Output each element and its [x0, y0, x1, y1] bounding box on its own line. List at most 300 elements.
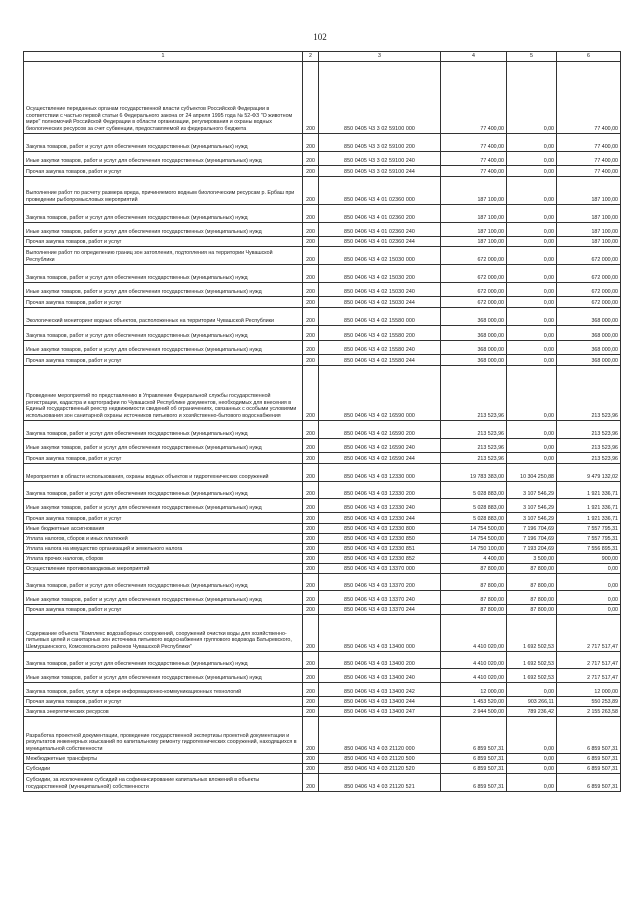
line-code-cell: 200 [303, 341, 319, 355]
table-row [24, 205, 621, 223]
approved-amount-cell: 672 000,00 [441, 247, 507, 265]
line-code-cell: 200 [303, 355, 319, 366]
line-code-cell: 200 [303, 574, 319, 591]
table-row [24, 341, 621, 355]
approved-amount-cell: 77 400,00 [441, 134, 507, 152]
line-code-cell: 200 [303, 223, 319, 237]
table-row [24, 152, 621, 166]
approved-amount-cell: 19 783 383,00 [441, 464, 507, 482]
approved-amount-cell: 213 523,96 [441, 421, 507, 439]
line-code-cell: 200 [303, 464, 319, 482]
approved-amount-cell: 368 000,00 [441, 308, 507, 326]
line-code-cell: 200 [303, 265, 319, 283]
approved-amount-cell: 4 410 020,00 [441, 615, 507, 652]
table-body [24, 62, 621, 792]
remaining-amount-cell: 7 557 795,31 [557, 534, 621, 544]
executed-amount-cell: 0,00 [507, 205, 557, 223]
remaining-amount-cell: 0,00 [557, 591, 621, 605]
line-code-cell: 200 [303, 764, 319, 774]
budget-classification-code-cell: 850 0406 Ч3 4 03 21120 520 [319, 764, 441, 774]
executed-amount-cell: 7 196 704,69 [507, 534, 557, 544]
executed-amount-cell: 0,00 [507, 247, 557, 265]
remaining-amount-cell: 7 556 895,31 [557, 544, 621, 554]
expense-name-cell: Субсидии [24, 764, 303, 774]
approved-amount-cell: 4 400,00 [441, 554, 507, 564]
line-code-cell: 200 [303, 283, 319, 297]
line-code-cell: 200 [303, 237, 319, 247]
table-row [24, 717, 621, 754]
expense-name-cell: Закупка товаров, работ и услуг для обеспечения государственных (муниципальных) нужд [24, 326, 303, 341]
line-code-cell: 200 [303, 669, 319, 683]
executed-amount-cell: 0,00 [507, 237, 557, 247]
remaining-amount-cell: 368 000,00 [557, 326, 621, 341]
expense-name-cell: Мероприятия в области использования, охраны водных объектов и гидротехнических сооружений [24, 464, 303, 482]
table-row [24, 591, 621, 605]
expense-name-cell: Осуществление противопаводковых мероприятий [24, 564, 303, 574]
line-code-cell: 200 [303, 308, 319, 326]
approved-amount-cell: 5 028 883,00 [441, 499, 507, 513]
remaining-amount-cell: 1 921 336,71 [557, 499, 621, 513]
approved-amount-cell: 6 859 507,31 [441, 764, 507, 774]
budget-table [23, 51, 621, 792]
remaining-amount-cell: 213 523,96 [557, 453, 621, 464]
remaining-amount-cell: 187 100,00 [557, 237, 621, 247]
executed-amount-cell: 0,00 [507, 308, 557, 326]
budget-classification-code-cell: 850 0406 Ч3 4 02 15030 200 [319, 265, 441, 283]
expense-name-cell: Содержание объекта "Комплекс водозаборных сооружений, сооружений очистки воды для хозяйственно-питьевых целей и санитарных зон источника питьевого водоснабжения группового водовода Батыревского, Шемуршинского, Комсомольского районов Чувашской Республики" [24, 615, 303, 652]
expense-name-cell: Выполнение работ по определению границ зон затопления, подтопления на территории Чувашской Республики [24, 247, 303, 265]
expense-name-cell: Прочая закупка товаров, работ и услуг [24, 697, 303, 707]
executed-amount-cell: 3 107 546,29 [507, 499, 557, 513]
approved-amount-cell: 87 800,00 [441, 574, 507, 591]
executed-amount-cell: 0,00 [507, 683, 557, 697]
executed-amount-cell: 3 107 546,29 [507, 482, 557, 499]
expense-name-cell: Иные закупки товаров, работ и услуг для обеспечения государственных (муниципальных) нужд [24, 499, 303, 513]
table-row [24, 697, 621, 707]
remaining-amount-cell: 672 000,00 [557, 283, 621, 297]
table-row [24, 707, 621, 717]
budget-classification-code-cell: 850 0406 Ч3 4 02 16590 244 [319, 453, 441, 464]
budget-classification-code-cell: 850 0406 Ч3 4 01 02360 000 [319, 177, 441, 205]
executed-amount-cell: 0,00 [507, 366, 557, 421]
approved-amount-cell: 4 410 020,00 [441, 652, 507, 669]
line-code-cell: 200 [303, 62, 319, 134]
budget-classification-code-cell: 850 0405 Ч3 3 02 59100 240 [319, 152, 441, 166]
column-header: 6 [557, 52, 621, 62]
budget-classification-code-cell: 850 0406 Ч3 4 03 12330 800 [319, 524, 441, 534]
table-row [24, 482, 621, 499]
line-code-cell: 200 [303, 177, 319, 205]
approved-amount-cell: 187 100,00 [441, 237, 507, 247]
line-code-cell: 200 [303, 717, 319, 754]
line-code-cell: 200 [303, 754, 319, 764]
table-row [24, 669, 621, 683]
table-row [24, 564, 621, 574]
table-row [24, 62, 621, 134]
line-code-cell: 200 [303, 534, 319, 544]
expense-name-cell: Прочая закупка товаров, работ и услуг [24, 513, 303, 524]
executed-amount-cell: 0,00 [507, 62, 557, 134]
remaining-amount-cell: 77 400,00 [557, 152, 621, 166]
table-row [24, 439, 621, 453]
remaining-amount-cell: 900,00 [557, 554, 621, 564]
table-row [24, 326, 621, 341]
remaining-amount-cell: 9 479 132,02 [557, 464, 621, 482]
budget-classification-code-cell: 850 0406 Ч3 4 02 15030 244 [319, 297, 441, 308]
line-code-cell: 200 [303, 554, 319, 564]
budget-classification-code-cell: 850 0406 Ч3 4 02 15030 000 [319, 247, 441, 265]
executed-amount-cell: 87 800,00 [507, 591, 557, 605]
budget-classification-code-cell: 850 0406 Ч3 4 03 13400 000 [319, 615, 441, 652]
budget-classification-code-cell: 850 0406 Ч3 4 02 15580 200 [319, 326, 441, 341]
budget-classification-code-cell: 850 0406 Ч3 4 03 13370 000 [319, 564, 441, 574]
executed-amount-cell: 1 692 502,53 [507, 652, 557, 669]
table-row [24, 177, 621, 205]
column-header: 3 [319, 52, 441, 62]
approved-amount-cell: 2 944 500,00 [441, 707, 507, 717]
executed-amount-cell: 0,00 [507, 166, 557, 177]
budget-classification-code-cell: 850 0405 Ч3 3 02 59100 244 [319, 166, 441, 177]
column-header: 2 [303, 52, 319, 62]
executed-amount-cell: 0,00 [507, 764, 557, 774]
remaining-amount-cell: 77 400,00 [557, 62, 621, 134]
expense-name-cell: Субсидии, за исключением субсидий на софинансирование капитальных вложений в объекты государственной (муниципальной) собственности [24, 774, 303, 792]
expense-name-cell: Прочая закупка товаров, работ и услуг [24, 453, 303, 464]
executed-amount-cell: 3 500,00 [507, 554, 557, 564]
budget-classification-code-cell: 850 0406 Ч3 4 03 13400 244 [319, 697, 441, 707]
executed-amount-cell: 0,00 [507, 421, 557, 439]
line-code-cell: 200 [303, 615, 319, 652]
remaining-amount-cell: 1 921 336,71 [557, 482, 621, 499]
budget-classification-code-cell: 850 0405 Ч3 3 02 59100 200 [319, 134, 441, 152]
remaining-amount-cell: 550 253,89 [557, 697, 621, 707]
remaining-amount-cell: 12 000,00 [557, 683, 621, 697]
remaining-amount-cell: 6 859 507,31 [557, 754, 621, 764]
line-code-cell: 200 [303, 591, 319, 605]
remaining-amount-cell: 2 717 517,47 [557, 615, 621, 652]
remaining-amount-cell: 0,00 [557, 605, 621, 615]
expense-name-cell: Прочая закупка товаров, работ и услуг [24, 355, 303, 366]
approved-amount-cell: 6 859 507,31 [441, 717, 507, 754]
remaining-amount-cell: 0,00 [557, 564, 621, 574]
executed-amount-cell: 0,00 [507, 134, 557, 152]
expense-name-cell: Разработка проектной документации, проведение государственной экспертизы проектной документации и результатов инженерных изысканий по капитальному ремонту гидротехнических сооружений, находящихся в муниципальной собственности [24, 717, 303, 754]
executed-amount-cell: 0,00 [507, 355, 557, 366]
table-row [24, 499, 621, 513]
budget-classification-code-cell: 850 0406 Ч3 4 03 13370 240 [319, 591, 441, 605]
approved-amount-cell: 187 100,00 [441, 223, 507, 237]
executed-amount-cell: 10 304 250,88 [507, 464, 557, 482]
expense-name-cell: Проведение мероприятий по представлению в Управление Федеральной службы государственной регистрации, кадастра и картографии по Чувашской Республике документов, необходимых для внесения в Единый государственный реестр недвижимости сведений об ограничениях, связанных с особыми условиями использования зон санитарной охраны источников питьевого и хозяйственно-бытового водоснабжения [24, 366, 303, 421]
table-row [24, 366, 621, 421]
expense-name-cell: Закупка товаров, работ и услуг для обеспечения государственных (муниципальных) нужд [24, 652, 303, 669]
budget-classification-code-cell: 850 0406 Ч3 4 03 12330 851 [319, 544, 441, 554]
column-header: 5 [507, 52, 557, 62]
line-code-cell: 200 [303, 499, 319, 513]
budget-classification-code-cell: 850 0406 Ч3 4 03 12330 852 [319, 554, 441, 564]
executed-amount-cell: 1 692 502,53 [507, 669, 557, 683]
expense-name-cell: Иные закупки товаров, работ и услуг для обеспечения государственных (муниципальных) нужд [24, 669, 303, 683]
budget-classification-code-cell: 850 0406 Ч3 4 03 12330 200 [319, 482, 441, 499]
executed-amount-cell: 1 692 502,53 [507, 615, 557, 652]
approved-amount-cell: 672 000,00 [441, 283, 507, 297]
remaining-amount-cell: 672 000,00 [557, 247, 621, 265]
line-code-cell: 200 [303, 524, 319, 534]
remaining-amount-cell: 368 000,00 [557, 308, 621, 326]
table-row [24, 764, 621, 774]
expense-name-cell: Прочая закупка товаров, работ и услуг [24, 166, 303, 177]
approved-amount-cell: 77 400,00 [441, 166, 507, 177]
line-code-cell: 200 [303, 453, 319, 464]
table-row [24, 574, 621, 591]
expense-name-cell: Иные закупки товаров, работ и услуг для обеспечения государственных (муниципальных) нужд [24, 591, 303, 605]
approved-amount-cell: 14 754 500,00 [441, 534, 507, 544]
budget-classification-code-cell: 850 0405 Ч3 3 02 59100 000 [319, 62, 441, 134]
approved-amount-cell: 6 859 507,31 [441, 774, 507, 792]
table-row [24, 774, 621, 792]
executed-amount-cell: 0,00 [507, 717, 557, 754]
table-row [24, 544, 621, 554]
table-row [24, 464, 621, 482]
remaining-amount-cell: 187 100,00 [557, 223, 621, 237]
line-code-cell: 200 [303, 166, 319, 177]
expense-name-cell: Иные закупки товаров, работ и услуг для обеспечения государственных (муниципальных) нужд [24, 283, 303, 297]
budget-classification-code-cell: 850 0406 Ч3 4 01 02360 240 [319, 223, 441, 237]
executed-amount-cell: 0,00 [507, 439, 557, 453]
remaining-amount-cell: 77 400,00 [557, 166, 621, 177]
table-row [24, 652, 621, 669]
approved-amount-cell: 368 000,00 [441, 355, 507, 366]
expense-name-cell: Закупка товаров, работ и услуг для обеспечения государственных (муниципальных) нужд [24, 205, 303, 223]
budget-classification-code-cell: 850 0406 Ч3 4 01 02360 200 [319, 205, 441, 223]
column-header: 4 [441, 52, 507, 62]
table-row [24, 453, 621, 464]
budget-classification-code-cell: 850 0406 Ч3 4 02 15580 244 [319, 355, 441, 366]
table-row [24, 534, 621, 544]
budget-classification-code-cell: 850 0406 Ч3 4 03 21120 521 [319, 774, 441, 792]
approved-amount-cell: 77 400,00 [441, 152, 507, 166]
remaining-amount-cell: 213 523,96 [557, 439, 621, 453]
expense-name-cell: Иные закупки товаров, работ и услуг для обеспечения государственных (муниципальных) нужд [24, 341, 303, 355]
approved-amount-cell: 672 000,00 [441, 265, 507, 283]
line-code-cell: 200 [303, 652, 319, 669]
remaining-amount-cell: 2 717 517,47 [557, 652, 621, 669]
executed-amount-cell: 7 193 204,69 [507, 544, 557, 554]
table-row [24, 223, 621, 237]
expense-name-cell: Закупка энергетических ресурсов [24, 707, 303, 717]
line-code-cell: 200 [303, 482, 319, 499]
budget-classification-code-cell: 850 0406 Ч3 4 02 15580 000 [319, 308, 441, 326]
budget-classification-code-cell: 850 0406 Ч3 4 03 13400 240 [319, 669, 441, 683]
table-row [24, 683, 621, 697]
approved-amount-cell: 87 800,00 [441, 591, 507, 605]
approved-amount-cell: 87 800,00 [441, 564, 507, 574]
remaining-amount-cell: 77 400,00 [557, 134, 621, 152]
line-code-cell: 200 [303, 297, 319, 308]
table-row [24, 166, 621, 177]
expense-name-cell: Закупка товаров, работ и услуг для обеспечения государственных (муниципальных) нужд [24, 134, 303, 152]
approved-amount-cell: 77 400,00 [441, 62, 507, 134]
budget-classification-code-cell: 850 0406 Ч3 4 03 21120 500 [319, 754, 441, 764]
expense-name-cell: Прочая закупка товаров, работ и услуг [24, 297, 303, 308]
line-code-cell: 200 [303, 366, 319, 421]
budget-classification-code-cell: 850 0406 Ч3 4 02 16590 200 [319, 421, 441, 439]
approved-amount-cell: 187 100,00 [441, 177, 507, 205]
remaining-amount-cell: 368 000,00 [557, 341, 621, 355]
expense-name-cell: Иные закупки товаров, работ и услуг для обеспечения государственных (муниципальных) нужд [24, 439, 303, 453]
remaining-amount-cell: 6 859 507,31 [557, 764, 621, 774]
executed-amount-cell: 87 800,00 [507, 605, 557, 615]
table-row [24, 355, 621, 366]
remaining-amount-cell: 6 859 507,31 [557, 774, 621, 792]
remaining-amount-cell: 0,00 [557, 574, 621, 591]
executed-amount-cell: 903 266,11 [507, 697, 557, 707]
expense-name-cell: Иные закупки товаров, работ и услуг для обеспечения государственных (муниципальных) нужд [24, 152, 303, 166]
line-code-cell: 200 [303, 513, 319, 524]
expense-name-cell: Экологический мониторинг водных объектов, расположенных на территории Чувашской Республики [24, 308, 303, 326]
line-code-cell: 200 [303, 152, 319, 166]
expense-name-cell: Выполнение работ по расчету размера вреда, причиняемого водным биологическим ресурсам р. Ербаш при проведении рыбопромысловых мероприятий [24, 177, 303, 205]
table-row [24, 283, 621, 297]
approved-amount-cell: 6 859 507,31 [441, 754, 507, 764]
executed-amount-cell: 0,00 [507, 754, 557, 764]
executed-amount-cell: 0,00 [507, 265, 557, 283]
executed-amount-cell: 0,00 [507, 297, 557, 308]
line-code-cell: 200 [303, 697, 319, 707]
budget-classification-code-cell: 850 0406 Ч3 4 03 12330 850 [319, 534, 441, 544]
executed-amount-cell: 0,00 [507, 177, 557, 205]
budget-classification-code-cell: 850 0406 Ч3 4 03 12330 000 [319, 464, 441, 482]
executed-amount-cell: 0,00 [507, 326, 557, 341]
line-code-cell: 200 [303, 774, 319, 792]
table-row [24, 308, 621, 326]
executed-amount-cell: 789 236,42 [507, 707, 557, 717]
approved-amount-cell: 368 000,00 [441, 341, 507, 355]
expense-name-cell: Иные бюджетные ассигнования [24, 524, 303, 534]
approved-amount-cell: 14 754 500,00 [441, 524, 507, 534]
line-code-cell: 200 [303, 707, 319, 717]
expense-name-cell: Уплата налогов, сборов и иных платежей [24, 534, 303, 544]
expense-name-cell: Иные закупки товаров, работ и услуг для обеспечения государственных (муниципальных) нужд [24, 223, 303, 237]
line-code-cell: 200 [303, 564, 319, 574]
line-code-cell: 200 [303, 247, 319, 265]
remaining-amount-cell: 6 859 507,31 [557, 717, 621, 754]
line-code-cell: 200 [303, 544, 319, 554]
approved-amount-cell: 87 800,00 [441, 605, 507, 615]
table-row [24, 421, 621, 439]
table-row [24, 754, 621, 764]
executed-amount-cell: 0,00 [507, 453, 557, 464]
remaining-amount-cell: 672 000,00 [557, 265, 621, 283]
remaining-amount-cell: 187 100,00 [557, 177, 621, 205]
remaining-amount-cell: 672 000,00 [557, 297, 621, 308]
remaining-amount-cell: 187 100,00 [557, 205, 621, 223]
approved-amount-cell: 368 000,00 [441, 326, 507, 341]
line-code-cell: 200 [303, 134, 319, 152]
table-row [24, 237, 621, 247]
table-row [24, 605, 621, 615]
line-code-cell: 200 [303, 421, 319, 439]
line-code-cell: 200 [303, 683, 319, 697]
remaining-amount-cell: 368 000,00 [557, 355, 621, 366]
remaining-amount-cell: 7 557 795,31 [557, 524, 621, 534]
expense-name-cell: Закупка товаров, работ, услуг в сфере информационно-коммуникационных технологий [24, 683, 303, 697]
expense-name-cell: Закупка товаров, работ и услуг для обеспечения государственных (муниципальных) нужд [24, 574, 303, 591]
expense-name-cell: Закупка товаров, работ и услуг для обеспечения государственных (муниципальных) нужд [24, 482, 303, 499]
expense-name-cell: Закупка товаров, работ и услуг для обеспечения государственных (муниципальных) нужд [24, 421, 303, 439]
budget-classification-code-cell: 850 0406 Ч3 4 03 21120 000 [319, 717, 441, 754]
page-number: 102 [313, 32, 327, 42]
budget-classification-code-cell: 850 0406 Ч3 4 01 02360 244 [319, 237, 441, 247]
expense-name-cell: Прочая закупка товаров, работ и услуг [24, 237, 303, 247]
budget-classification-code-cell: 850 0406 Ч3 4 03 13400 247 [319, 707, 441, 717]
approved-amount-cell: 12 000,00 [441, 683, 507, 697]
table-row [24, 297, 621, 308]
remaining-amount-cell: 1 921 336,71 [557, 513, 621, 524]
table-row [24, 134, 621, 152]
approved-amount-cell: 213 523,96 [441, 366, 507, 421]
table-row [24, 265, 621, 283]
expense-name-cell: Осуществление переданных органам государственной власти субъектов Российской Федерации в соответствии с частью первой статьи 6 Федерального закона от 24 апреля 1995 года № 52-ФЗ "О животном мире" полномочий Российской Федерации в области организации, регулирования и охраны водных биологических ресурсов за счет субвенции, предоставляемой из федерального бюджета [24, 62, 303, 134]
executed-amount-cell: 0,00 [507, 152, 557, 166]
executed-amount-cell: 0,00 [507, 283, 557, 297]
budget-classification-code-cell: 850 0406 Ч3 4 03 13400 242 [319, 683, 441, 697]
remaining-amount-cell: 213 523,96 [557, 366, 621, 421]
executed-amount-cell: 3 107 546,29 [507, 513, 557, 524]
line-code-cell: 200 [303, 439, 319, 453]
budget-classification-code-cell: 850 0406 Ч3 4 03 13400 200 [319, 652, 441, 669]
budget-classification-code-cell: 850 0406 Ч3 4 02 16590 240 [319, 439, 441, 453]
table-row [24, 554, 621, 564]
approved-amount-cell: 4 410 020,00 [441, 669, 507, 683]
budget-classification-code-cell: 850 0406 Ч3 4 03 13370 244 [319, 605, 441, 615]
budget-classification-code-cell: 850 0406 Ч3 4 02 15580 240 [319, 341, 441, 355]
executed-amount-cell: 0,00 [507, 341, 557, 355]
executed-amount-cell: 87 800,00 [507, 564, 557, 574]
remaining-amount-cell: 2 717 517,47 [557, 669, 621, 683]
executed-amount-cell: 0,00 [507, 774, 557, 792]
line-code-cell: 200 [303, 605, 319, 615]
approved-amount-cell: 14 750 100,00 [441, 544, 507, 554]
approved-amount-cell: 187 100,00 [441, 205, 507, 223]
line-code-cell: 200 [303, 326, 319, 341]
executed-amount-cell: 7 196 704,69 [507, 524, 557, 534]
budget-classification-code-cell: 850 0406 Ч3 4 03 12330 240 [319, 499, 441, 513]
column-number-row [24, 52, 621, 62]
executed-amount-cell: 87 800,00 [507, 574, 557, 591]
table-row [24, 513, 621, 524]
expense-name-cell: Межбюджетные трансферты [24, 754, 303, 764]
expense-name-cell: Закупка товаров, работ и услуг для обеспечения государственных (муниципальных) нужд [24, 265, 303, 283]
table-row [24, 615, 621, 652]
budget-classification-code-cell: 850 0406 Ч3 4 02 16590 000 [319, 366, 441, 421]
column-header: 1 [24, 52, 303, 62]
approved-amount-cell: 5 028 883,00 [441, 482, 507, 499]
approved-amount-cell: 213 523,96 [441, 453, 507, 464]
budget-classification-code-cell: 850 0406 Ч3 4 03 12330 244 [319, 513, 441, 524]
approved-amount-cell: 5 028 883,00 [441, 513, 507, 524]
approved-amount-cell: 213 523,96 [441, 439, 507, 453]
remaining-amount-cell: 2 155 263,58 [557, 707, 621, 717]
budget-classification-code-cell: 850 0406 Ч3 4 02 15030 240 [319, 283, 441, 297]
line-code-cell: 200 [303, 205, 319, 223]
expense-name-cell: Уплата прочих налогов, сборов [24, 554, 303, 564]
executed-amount-cell: 0,00 [507, 223, 557, 237]
table-row [24, 524, 621, 534]
approved-amount-cell: 672 000,00 [441, 297, 507, 308]
approved-amount-cell: 1 453 520,00 [441, 697, 507, 707]
expense-name-cell: Прочая закупка товаров, работ и услуг [24, 605, 303, 615]
